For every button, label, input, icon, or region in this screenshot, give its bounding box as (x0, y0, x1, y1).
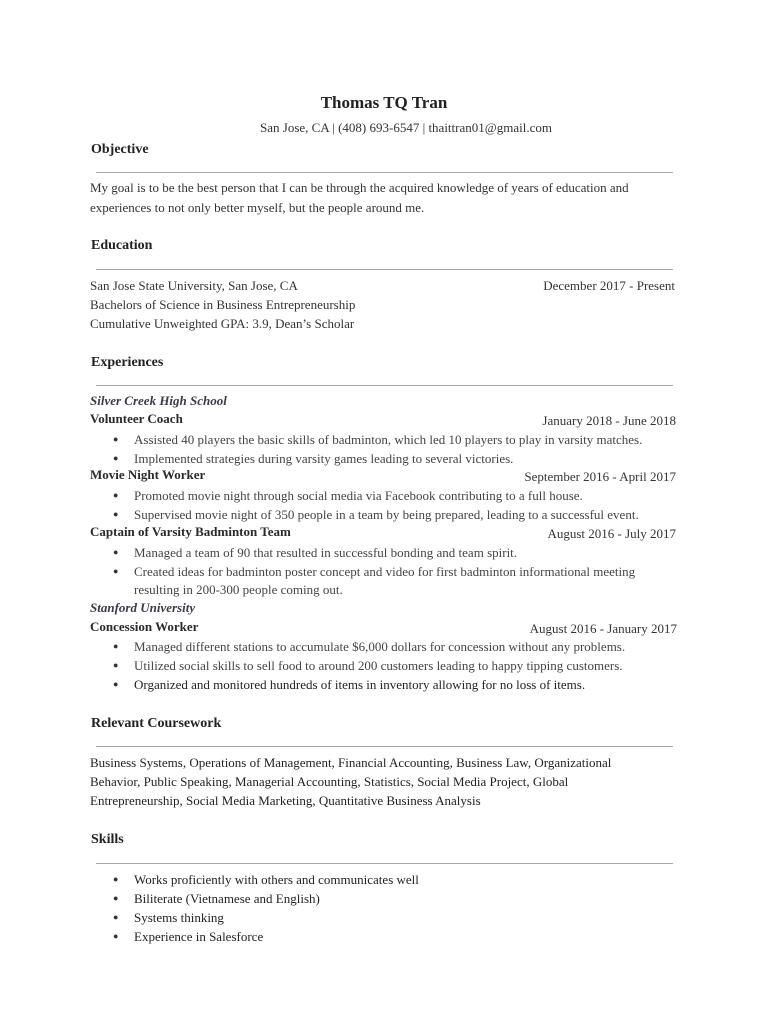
objective-line-1: My goal is to be the best person that I can be through the acquired knowledge of years of education and (90, 180, 629, 195)
education-divider (96, 269, 673, 270)
objective-line-2: experiences to not only better myself, but the people around me. (90, 200, 425, 215)
objective-heading: Objective (91, 142, 149, 157)
job-dates-badminton-captain: August 2016 - July 2017 (547, 526, 676, 541)
education-heading: Education (91, 238, 153, 253)
organization-stanford: Stanford University (90, 600, 196, 615)
job-dates-movie-night: September 2016 - April 2017 (524, 469, 676, 484)
job-title-badminton-captain: Captain of Varsity Badminton Team (90, 524, 291, 539)
bullet-icon: ● (113, 509, 119, 519)
bullet-icon: ● (113, 490, 119, 500)
candidate-name: Thomas TQ Tran (320, 93, 448, 112)
job-title-movie-night: Movie Night Worker (90, 467, 206, 482)
bullet-icon: ● (113, 566, 119, 576)
education-school: San Jose State University, San Jose, CA (90, 278, 298, 293)
organization-silver-creek: Silver Creek High School (90, 393, 227, 408)
education-gpa: Cumulative Unweighted GPA: 3.9, Dean’s Scholar (90, 316, 355, 331)
experiences-heading: Experiences (91, 355, 164, 370)
education-degree: Bachelors of Science in Business Entrepreneurship (90, 297, 356, 312)
coursework-line-2: Behavior, Public Speaking, Managerial Accounting, Statistics, Social Media Project, Global (90, 774, 569, 789)
bullet-icon: ● (113, 893, 119, 903)
bullet-icon: ● (113, 874, 119, 884)
coursework-divider (96, 746, 673, 747)
experiences-divider (96, 385, 673, 386)
objective-divider (96, 172, 673, 173)
coursework-line-1: Business Systems, Operations of Management, Financial Accounting, Business Law, Organizational (90, 755, 612, 770)
contact-line: San Jose, CA | (408) 693-6547 | thaittran01@gmail.com (260, 120, 552, 135)
bullet-icon: ● (113, 679, 119, 689)
job-title-concession: Concession Worker (90, 619, 199, 634)
bullet-icon: ● (113, 660, 119, 670)
coursework-heading: Relevant Coursework (91, 716, 222, 731)
list-item-continuation: resulting in 200-300 people coming out. (134, 582, 343, 597)
job-title-volunteer-coach: Volunteer Coach (90, 411, 183, 426)
bullet-icon: ● (113, 641, 119, 651)
skills-heading: Skills (91, 832, 124, 847)
job-dates-concession: August 2016 - January 2017 (529, 621, 677, 636)
bullet-icon: ● (113, 912, 119, 922)
bullet-icon: ● (113, 453, 119, 463)
bullet-icon: ● (113, 547, 119, 557)
resume-page: Thomas TQ Tran San Jose, CA | (408) 693-6547 | thaittran01@gmail.com Objective My goal is to be the best person that I can be through the acquired knowledge of years of education and experiences to not only better myself, but the people around me. Education San Jose State University, San Jose, CA December 2017 - Present Bachelors of Science in Business Entrepreneurship Cumulative Unweighted GPA: 3.9, Dean’s Scholar Experiences Silver Creek High School Volunteer Coach January 2018 - June 2018 ● Assisted 40 players the basic skills of badminton, which led 10 players to play in varsity matches. ● Implemented strategies during varsity games leading to several victories. Movie Night Worker September 2016 - April 2017 ● Promoted movie night through social media via Facebook contributing to a full house. ● Supervised movie night of 350 people in a team by being prepared, leading to a successful event. Captain of Varsity Badminton Team August 2016 - July 2017 ● Managed a team of 90 that resulted in successful bonding and team spirit. ● Created ideas for badminton poster concept and video for first badminton informational meeting resulting in 200-300 people coming out. Stanford University Concession Worker August 2016 - January 2017 ● Managed different stations to accumulate $6,000 dollars for concession without any problems. ● Utilized social skills to sell food to around 200 customers leading to happy tipping customers. ● Organized and monitored hundreds of items in inventory allowing for no loss of items. Relevant Coursework Business Systems, Operations of Management, Financial Accounting, Business Law, Organizational Behavior, Public Speaking, Managerial Accounting, Statistics, Social Media Project, Global Entrepreneurship, Social Media Marketing, Quantitative Business Analysis Skills ● Works proficiently with others and communicates well ● Biliterate (Vietnamese and English) ● Systems thinking ● Experience in Salesforce (0, 0, 768, 1024)
job-dates-volunteer-coach: January 2018 - June 2018 (542, 413, 676, 428)
bullet-icon: ● (113, 931, 119, 941)
bullet-icon: ● (113, 434, 119, 444)
education-dates: December 2017 - Present (543, 278, 675, 293)
skills-divider (96, 863, 673, 864)
coursework-line-3: Entrepreneurship, Social Media Marketing, Quantitative Business Analysis (90, 793, 481, 808)
